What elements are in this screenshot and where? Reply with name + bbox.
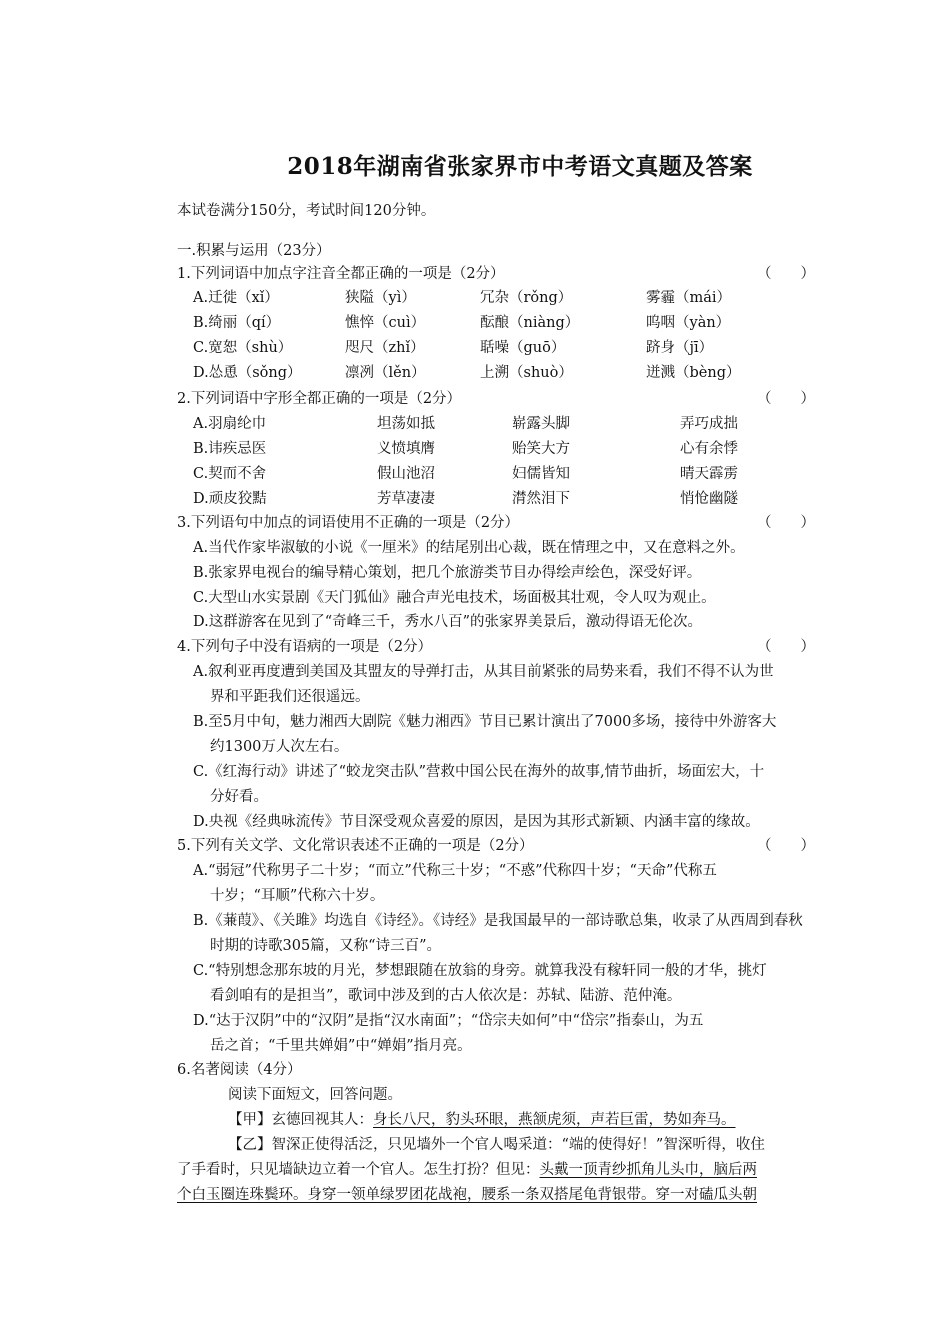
q6-passage-yi-line: 个白玉圈连珠鬓环。身穿一领单绿罗团花战袍，腰系一条双搭尾龟背银带。穿一对磕瓜头朝	[177, 1187, 757, 1203]
q1-option-cell: 狭隘（yì）	[345, 290, 416, 306]
q1-option-cell: 上溯（shuò）	[480, 365, 573, 381]
q1-option-cell: 咫尺（zhǐ）	[345, 340, 425, 356]
q1-option-cell: 呜咽（yàn）	[646, 315, 731, 331]
q2-option-cell: 晴天霹雳	[680, 466, 738, 482]
q4-line: A.叙利亚再度遭到美国及其盟友的导弹打击，从其目前紧张的局势来看，我们不得不认为世	[193, 664, 774, 680]
q1-option-cell: 迸溅（bèng）	[646, 365, 741, 381]
section-heading: 一.积累与运用（23分）	[177, 243, 331, 259]
q2-option-cell: B.讳疾忌医	[193, 441, 267, 457]
q1-option-cell: 聒噪（guō）	[480, 340, 566, 356]
q5-line: 看剑咱有的是担当”，歌词中涉及到的古人依次是：苏轼、陆游、范仲淹。	[210, 988, 682, 1004]
answer-blank: （ ）	[757, 515, 815, 531]
q1-option-cell: 憔悴（cuì）	[345, 315, 426, 331]
q2-option-cell: 坦荡如抵	[377, 416, 435, 432]
q1-option-cell: 雾霾（mái）	[646, 290, 732, 306]
q1-option-cell: 跻身（jī）	[646, 340, 714, 356]
passage-text: 了手看时，只见墙缺边立着一个官人。怎生打扮？但见：	[177, 1162, 540, 1178]
q1-option-cell: 酝酿（niàng）	[480, 315, 580, 331]
answer-blank: （ ）	[757, 266, 815, 282]
q5-line: D.“达于汉阴”中的“汉阴”是指“汉水南面”；“岱宗夫如何”中“岱宗”指泰山，为五	[193, 1013, 704, 1029]
q2-option-cell: D.顽皮狡黠	[193, 491, 267, 507]
q2-option-cell: 假山池沼	[377, 466, 435, 482]
q1-option-cell: D.怂恿（sǒng）	[193, 365, 302, 381]
question-2-stem: 2.下列词语中字形全都正确的一项是（2分）	[177, 391, 462, 407]
passage-label: 【甲】玄德回视其人：	[228, 1112, 373, 1128]
q2-option-cell: 贻笑大方	[512, 441, 570, 457]
q2-option-cell: 妇儒皆知	[512, 466, 570, 482]
q6-passage-yi-line	[177, 1161, 757, 1179]
q2-option-cell: 悄怆幽隧	[680, 491, 738, 507]
q1-option-cell: B.绮丽（qí）	[193, 315, 281, 331]
q6-passage-yi: 【乙】智深正使得活泛，只见墙外一个官人喝采道：“端的使得好！”智深听得，收住	[228, 1137, 765, 1153]
answer-blank: （ ）	[757, 639, 815, 655]
q3-option: D.这群游客在见到了“奇峰三千，秀水八百”的张家界美景后，激动得语无伦次。	[193, 614, 703, 630]
q1-option-cell: 凛冽（lěn）	[345, 365, 426, 381]
exam-intro: 本试卷满分150分，考试时间120分钟。	[177, 203, 436, 219]
q4-line: 分好看。	[210, 789, 268, 805]
q1-option-cell: C.宽恕（shù）	[193, 340, 293, 356]
underlined-text: 头戴一顶青纱抓角儿头巾，脑后两	[539, 1162, 757, 1178]
q1-option-cell: 冗杂（rǒng）	[480, 290, 573, 306]
q5-line: 时期的诗歌305篇，又称“诗三百”。	[210, 938, 442, 954]
q1-option-cell: A.迁徙（xǐ）	[193, 290, 279, 306]
q2-option-cell: 弄巧成拙	[680, 416, 738, 432]
question-1-stem: 1.下列词语中加点字注音全都正确的一项是（2分）	[177, 266, 505, 282]
answer-blank: （ ）	[757, 838, 815, 854]
underlined-text: 身长八尺，豹头环眼，燕颔虎须，声若巨雷，势如奔马。	[373, 1112, 736, 1128]
q2-option-cell: 崭露头脚	[512, 416, 570, 432]
q6-passage-jia	[228, 1111, 736, 1129]
q5-line: A.“弱冠”代称男子二十岁；“而立”代称三十岁；“不惑”代称四十岁；“天命”代称五	[193, 863, 717, 879]
q2-option-cell: 潸然泪下	[512, 491, 570, 507]
answer-blank: （ ）	[757, 391, 815, 407]
q4-line: D.央视《经典咏流传》节目深受观众喜爱的原因，是因为其形式新颖、内涵丰富的缘故。	[193, 814, 760, 830]
q4-line: B.至5月中旬，魅力湘西大剧院《魅力湘西》节目已累计演出了7000多场，接待中外游客大	[193, 714, 777, 730]
q4-line: C.《红海行动》讲述了“蛟龙突击队”营救中国公民在海外的故事,情节曲折，场面宏大，十	[193, 764, 765, 780]
q4-line: 约1300万人次左右。	[210, 739, 349, 755]
q6-intro: 阅读下面短文，回答问题。	[228, 1087, 402, 1103]
q2-option-cell: 芳草凄凄	[377, 491, 435, 507]
q2-option-cell: 义愤填膺	[377, 441, 435, 457]
question-3-stem: 3.下列语句中加点的词语使用不正确的一项是（2分）	[177, 515, 520, 531]
question-5-stem: 5.下列有关文学、文化常识表述不正确的一项是（2分）	[177, 838, 534, 854]
q5-line: C.“特别想念那东坡的月光，梦想跟随在放翁的身旁。就算我没有稼轩同一般的才华，挑灯	[193, 963, 767, 979]
question-6-stem: 6.名著阅读（4分）	[177, 1062, 302, 1078]
page-title: 2018年湖南省张家界市中考语文真题及答案	[287, 153, 753, 180]
q2-option-cell: 心有余悸	[680, 441, 738, 457]
q3-option: C.大型山水实景剧《天门狐仙》融合声光电技术，场面极其壮观，令人叹为观止。	[193, 590, 716, 606]
q4-line: 界和平距我们还很遥远。	[210, 689, 370, 705]
q3-option: A.当代作家毕淑敏的小说《一厘米》的结尾别出心裁，既在情理之中，又在意料之外。	[193, 540, 745, 556]
q2-option-cell: A.羽扇纶巾	[193, 416, 267, 432]
question-4-stem: 4.下列句子中没有语病的一项是（2分）	[177, 639, 433, 655]
q3-option: B.张家界电视台的编导精心策划，把几个旅游类节目办得绘声绘色，深受好评。	[193, 565, 702, 581]
q5-line: B.《蒹葭》、《关雎》均选自《诗经》。《诗经》是我国最早的一部诗歌总集，收录了从西周到春秋	[193, 913, 803, 929]
q2-option-cell: C.契而不舍	[193, 466, 267, 482]
q5-line: 岳之首；“千里共婵娟”中“婵娟”指月亮。	[210, 1038, 472, 1054]
q5-line: 十岁；“耳顺”代称六十岁。	[210, 888, 385, 904]
